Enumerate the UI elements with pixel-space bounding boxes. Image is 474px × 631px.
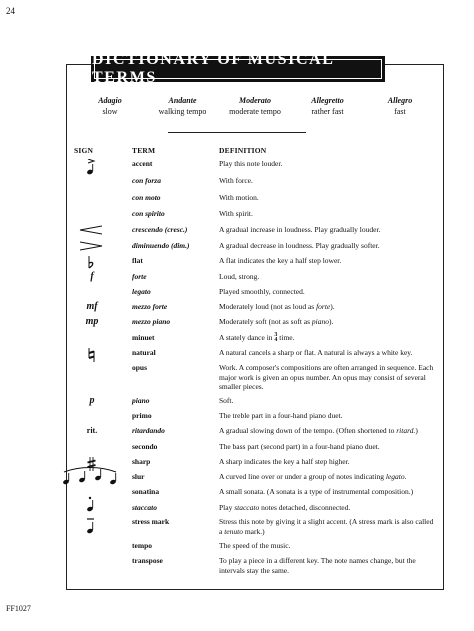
header-sign: SIGN bbox=[74, 146, 94, 155]
tempo-divider bbox=[168, 132, 306, 133]
entry-definition: A flat indicates the key a half step lower. bbox=[219, 256, 342, 265]
page-title-text: DICTIONARY OF MUSICAL TERMS bbox=[92, 51, 334, 86]
entry-term: opus bbox=[132, 363, 148, 372]
tempo-term: Allegro bbox=[387, 96, 413, 105]
entry-definition: A gradual decrease in loudness. Play gradually softer. bbox=[219, 241, 380, 250]
tempo-term: Moderato bbox=[239, 96, 271, 105]
tempo-meaning: moderate tempo bbox=[229, 107, 281, 116]
entry-term: ritardando bbox=[132, 426, 165, 435]
entry-term: piano bbox=[132, 396, 150, 405]
tempo-item bbox=[219, 95, 291, 125]
tempo-meaning: walking tempo bbox=[158, 107, 207, 116]
entry-term: slur bbox=[132, 472, 145, 481]
entry-definition: A sharp indicates the key a half step higher. bbox=[219, 457, 350, 466]
entry-term: mezzo forte bbox=[132, 302, 168, 311]
entry-term: transpose bbox=[132, 556, 163, 565]
entry-definition: The bass part (second part) in a four-hand piano duet. bbox=[219, 442, 380, 451]
header-definition: DEFINITION bbox=[219, 146, 267, 155]
entry-term: flat bbox=[132, 256, 143, 265]
entry-term: crescendo (cresc.) bbox=[132, 225, 188, 234]
entry-definition: To play a piece in a different key. The note names change, but the intervals stay the same. bbox=[219, 556, 416, 575]
entry-term: natural bbox=[132, 348, 156, 357]
natural-sign-icon bbox=[72, 348, 112, 362]
accent-note-icon bbox=[72, 159, 112, 177]
entry-definition: The speed of the music. bbox=[219, 541, 291, 550]
entry-term: con spirito bbox=[132, 209, 165, 218]
tempo-term: Allegretto bbox=[311, 96, 344, 105]
tempo-row bbox=[74, 95, 436, 125]
entry-definition: Work. A composer's compositions are often arranged in sequence. Each major work is given an opus number. An opus may consist of several smaller pieces. bbox=[219, 363, 434, 391]
entry-definition: A gradual slowing down of the tempo. (Often shortened to ritard.) bbox=[219, 426, 418, 435]
entry-term: sonatina bbox=[132, 487, 160, 496]
entry-definition: Stress this note by giving it a slight accent. (A stress mark is also called a tenuto mark.) bbox=[219, 517, 434, 536]
entry-definition: A gradual increase in loudness. Play gradually louder. bbox=[219, 225, 381, 234]
entry-sign: p bbox=[89, 395, 95, 406]
entry-sign: rit. bbox=[86, 426, 98, 435]
flat-sign-icon bbox=[72, 256, 112, 269]
entry-term: sharp bbox=[132, 457, 151, 466]
diminuendo-hairpin-icon bbox=[72, 241, 112, 251]
entry-term: con moto bbox=[132, 193, 161, 202]
entry-definition: Soft. bbox=[219, 396, 234, 405]
entry-term: forte bbox=[132, 272, 147, 281]
tempo-term: Adagio bbox=[98, 96, 122, 105]
crescendo-hairpin-icon bbox=[72, 225, 112, 235]
entry-sign: f bbox=[90, 271, 94, 282]
entry-definition: A small sonata. (A sonata is a type of instrumental composition.) bbox=[219, 487, 414, 496]
page-number: 24 bbox=[6, 6, 15, 16]
tempo-item bbox=[147, 95, 219, 125]
entry-definition: Moderately soft (not as soft as piano). bbox=[219, 317, 334, 326]
entry-definition: Play this note louder. bbox=[219, 159, 283, 168]
entry-term: primo bbox=[132, 411, 152, 420]
stress-mark-note-icon bbox=[72, 517, 112, 537]
entry-definition: A curved line over or under a group of notes indicating legato. bbox=[219, 472, 407, 481]
entry-term: staccato bbox=[132, 503, 157, 512]
entry-definition: With force. bbox=[219, 176, 253, 185]
entry-definition: Loud, strong. bbox=[219, 272, 260, 281]
tempo-meaning: fast bbox=[394, 107, 406, 116]
entry-term: diminuendo (dim.) bbox=[132, 241, 190, 250]
entry-definition: A natural cancels a sharp or flat. A natural is always a white key. bbox=[219, 348, 413, 357]
entry-definition: Played smoothly, connected. bbox=[219, 287, 305, 296]
staccato-note-icon bbox=[72, 495, 112, 515]
tempo-item bbox=[364, 95, 436, 125]
entry-term: mezzo piano bbox=[132, 317, 171, 326]
entry-sign: mp bbox=[85, 316, 99, 327]
tempo-item bbox=[292, 95, 364, 125]
entry-sign: mf bbox=[86, 301, 98, 312]
entry-definition: With spirit. bbox=[219, 209, 253, 218]
tempo-meaning: slow bbox=[102, 107, 118, 116]
entry-term: tempo bbox=[132, 541, 152, 550]
entry-term: minuet bbox=[132, 333, 155, 342]
footer-code: FF1027 bbox=[6, 604, 31, 613]
time-signature-icon: 3 4 bbox=[274, 332, 278, 344]
entry-term: con forza bbox=[132, 176, 161, 185]
entry-term: legato bbox=[132, 287, 151, 296]
tempo-term: Andante bbox=[168, 96, 197, 105]
header-term: TERM bbox=[132, 146, 156, 155]
entry-term: stress mark bbox=[132, 517, 170, 526]
entry-definition: The treble part in a four-hand piano duet. bbox=[219, 411, 343, 420]
entry-definition: A stately dance in 3 4 time. bbox=[219, 332, 295, 344]
slur-notes-icon bbox=[58, 466, 120, 486]
entry-definition: With motion. bbox=[219, 193, 259, 202]
page-title bbox=[91, 51, 385, 86]
entry-definition: Moderately loud (not as loud as forte). bbox=[219, 302, 335, 311]
entry-term: secondo bbox=[132, 442, 158, 451]
entry-term: accent bbox=[132, 159, 153, 168]
tempo-item bbox=[74, 95, 146, 125]
tempo-meaning: rather fast bbox=[311, 107, 344, 116]
entry-definition: Play staccato notes detached, disconnected. bbox=[219, 503, 351, 512]
